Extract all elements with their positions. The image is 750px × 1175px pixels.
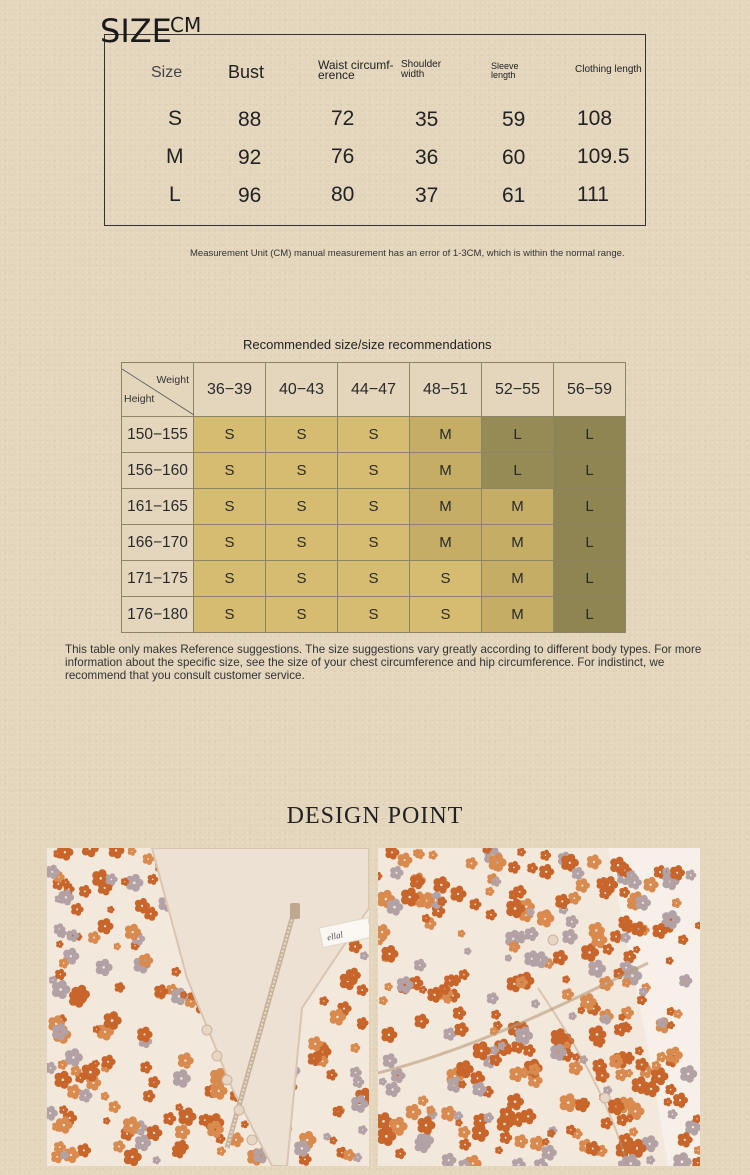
shoulder-cell: 35 [415,108,439,131]
zipper-pull-icon [290,903,300,919]
shoulder-cell: 36 [415,146,439,169]
size-suggestion: L [554,561,626,597]
weight-header: 40−43 [266,363,338,417]
size-suggestion: S [338,417,410,453]
table-row [122,489,626,525]
size-suggestion: L [482,453,554,489]
size-suggestion: S [410,597,482,633]
size-suggestion: S [266,453,338,489]
size-suggestion: L [554,489,626,525]
design-point-title: DESIGN POINT [286,803,464,829]
height-header: 171−175 [122,561,194,597]
height-header: 166−170 [122,525,194,561]
height-label: Height [124,393,155,405]
size-suggestion: L [554,417,626,453]
neckline-detail-photo [47,848,369,1166]
height-header: 161−165 [122,489,194,525]
size-suggestion: S [338,597,410,633]
size-chart-title: SIZE [100,12,172,50]
length-cell: 111 [577,183,609,206]
header-size: Size [151,64,183,81]
size-suggestion: L [554,525,626,561]
waist-cell: 76 [331,145,355,168]
size-suggestion: S [194,561,266,597]
size-suggestion: S [194,597,266,633]
size-suggestion: L [482,417,554,453]
header-clothing-length: Clothing length [575,64,642,75]
table-corner [122,363,194,417]
header-shoulder: Shoulder width [401,59,442,80]
height-header: 150−155 [122,417,194,453]
neckline-floral-illustration [47,848,369,1166]
size-chart-unit: CM [170,13,202,37]
length-cell: 109.5 [577,145,630,168]
height-header: 176−180 [122,597,194,633]
table-row [122,597,626,633]
size-suggestion: S [266,597,338,633]
recommendation-table [121,362,626,633]
sleeve-detail-photo [378,848,700,1166]
header-bust: Bust [228,62,265,82]
header-waist: Waist circumf-erence [318,58,394,82]
size-suggestion: S [338,489,410,525]
sleeve-cell: 61 [502,184,526,207]
size-suggestion: M [410,525,482,561]
bust-cell: 88 [238,108,262,131]
size-suggestion: S [194,453,266,489]
weight-label: Weight [156,374,189,386]
table-row [122,561,626,597]
size-suggestion: S [194,489,266,525]
size-suggestion: M [410,453,482,489]
bust-cell: 96 [238,184,262,207]
size-suggestion: S [266,417,338,453]
size-suggestion: M [410,489,482,525]
size-suggestion: S [338,525,410,561]
size-suggestion: L [554,453,626,489]
flower-icon [695,922,700,930]
size-suggestion: S [266,489,338,525]
size-suggestion: S [338,453,410,489]
weight-header: 44−47 [338,363,410,417]
corner-diagonal [122,363,194,417]
size-suggestion: S [266,525,338,561]
height-header: 156−160 [122,453,194,489]
weight-header: 52−55 [482,363,554,417]
brand-label-text: ellal [326,929,344,943]
waist-cell: 72 [331,107,355,130]
size-suggestion: M [410,417,482,453]
shoulder-cell: 37 [415,184,439,207]
recommendation-note: This table only makes Reference suggestions. The size suggestions vary greatly according to different body types. For more information about the specific size, see the size of your chest circumference and hip circumference. For indistinct, we recommend that you consult customer service. [65,643,702,682]
sleeve-cell: 59 [502,108,526,131]
size-suggestion: S [410,561,482,597]
weight-header: 56−59 [554,363,626,417]
size-cell: S [168,107,183,130]
table-row [122,453,626,489]
size-suggestion: S [266,561,338,597]
recommendation-title: Recommended size/size recommendations [243,337,492,352]
table-row [122,417,626,453]
length-cell: 108 [577,107,613,130]
sleeve-floral-illustration [378,848,700,1166]
weight-header: 36−39 [194,363,266,417]
measurement-note: Measurement Unit (CM) manual measurement has an error of 1-3CM, which is within the normal range. [190,248,625,259]
size-suggestion: S [194,525,266,561]
bust-cell: 92 [238,146,262,169]
size-suggestion: S [194,417,266,453]
sleeve-cell: 60 [502,146,526,169]
weight-header: 48−51 [410,363,482,417]
flower-icon [694,1146,700,1155]
size-cell: L [169,183,181,206]
size-suggestion: L [554,597,626,633]
size-suggestion: M [482,489,554,525]
size-suggestion: S [338,561,410,597]
size-cell: M [166,145,184,168]
table-header-row [122,363,626,417]
table-row [122,525,626,561]
size-suggestion: M [482,597,554,633]
size-suggestion: M [482,561,554,597]
waist-cell: 80 [331,183,355,206]
size-suggestion: M [482,525,554,561]
header-sleeve: Sleeve length [491,61,519,80]
